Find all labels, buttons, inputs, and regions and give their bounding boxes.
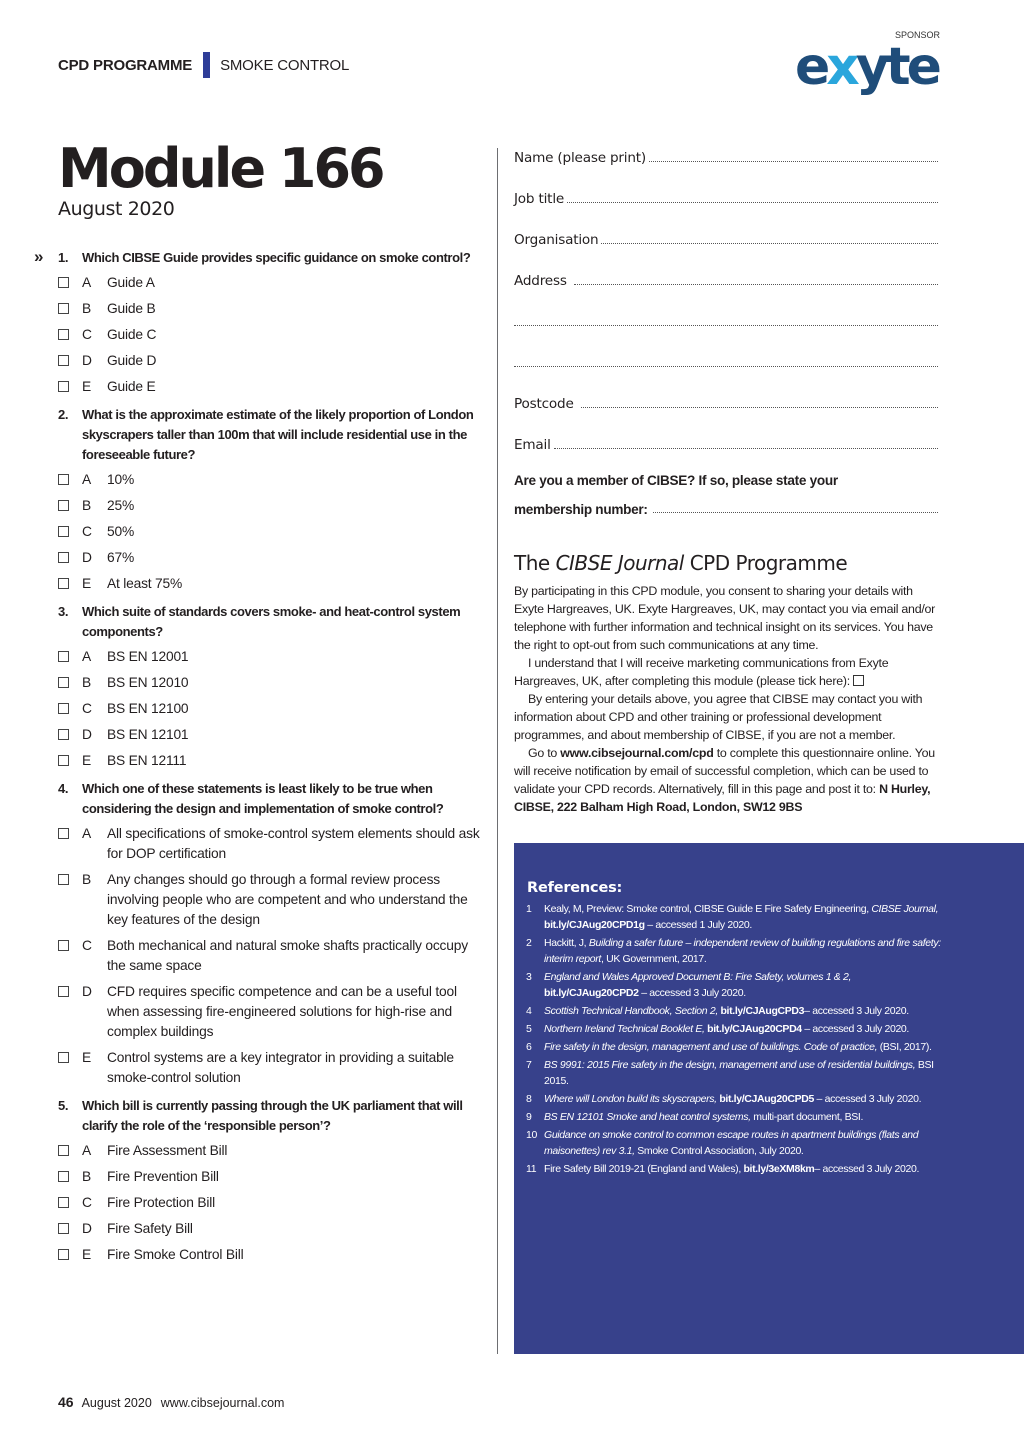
address-field[interactable] bbox=[514, 248, 938, 289]
answer-option[interactable] bbox=[58, 647, 482, 667]
postal-address: N Hurley, CIBSE, 222 Balham High Road, London, SW12 9BS bbox=[514, 782, 931, 814]
reference-text: Kealy, M, Preview: Smoke control, CIBSE Guide E Fire Safety Engineering, bbox=[544, 903, 872, 915]
reference-item bbox=[526, 1161, 946, 1177]
answer-checkbox[interactable] bbox=[58, 651, 69, 662]
reference-item bbox=[526, 901, 946, 933]
question-number: 2. bbox=[58, 407, 69, 422]
reference-text-end: – accessed 3 July 2020. bbox=[801, 1023, 909, 1035]
option-text: Both mechanical and natural smoke shafts practically occupy the same space bbox=[107, 938, 468, 973]
reference-text-end: multi-part document, BSI. bbox=[750, 1111, 864, 1123]
job-title-label: Job title bbox=[514, 191, 565, 207]
question-3 bbox=[58, 602, 482, 771]
option-letter: B bbox=[82, 301, 92, 316]
option-letter: D bbox=[82, 984, 92, 999]
cpd-website-link[interactable]: www.cibsejournal.com/cpd bbox=[560, 746, 714, 760]
reference-number: 4 bbox=[526, 1005, 532, 1017]
answer-options bbox=[58, 824, 482, 1088]
reference-number: 1 bbox=[526, 903, 532, 915]
option-letter: B bbox=[82, 1169, 92, 1184]
double-chevron-right-icon: » bbox=[34, 247, 44, 266]
option-text: CFD requires specific competence and can be a useful tool when assessing fire-engineered solutions for high-rise and complex buildings bbox=[107, 984, 457, 1039]
question-label: Which one of these statements is least likely to be true when considering the design and implementation of smoke control? bbox=[82, 781, 444, 816]
option-text: All specifications of smoke-control system elements should ask for DOP certification bbox=[107, 826, 480, 861]
contact-form bbox=[514, 148, 938, 517]
answer-options bbox=[58, 1141, 482, 1265]
reference-number: 5 bbox=[526, 1023, 532, 1035]
column-divider bbox=[497, 148, 498, 1354]
answer-checkbox[interactable] bbox=[58, 986, 69, 997]
sponsor-logo-text: exyte bbox=[795, 37, 938, 97]
answer-checkbox[interactable] bbox=[58, 729, 69, 740]
answer-option[interactable] bbox=[58, 377, 482, 397]
marketing-consent-checkbox[interactable] bbox=[853, 675, 864, 686]
answer-checkbox[interactable] bbox=[58, 1197, 69, 1208]
question-text bbox=[58, 1096, 482, 1136]
programme-label: CPD PROGRAMME bbox=[58, 56, 193, 74]
answer-option[interactable] bbox=[58, 725, 482, 745]
option-letter: A bbox=[82, 826, 92, 841]
references-heading: References: bbox=[527, 880, 623, 896]
answer-checkbox[interactable] bbox=[58, 940, 69, 951]
option-text: Any changes should go through a formal review process involving people who are competent and who understand the key features of the design bbox=[107, 872, 468, 927]
answer-option[interactable] bbox=[58, 548, 482, 568]
answer-options bbox=[58, 273, 482, 397]
option-text: Guide A bbox=[107, 275, 155, 290]
answer-option[interactable] bbox=[58, 1219, 482, 1239]
option-text: 50% bbox=[107, 524, 135, 539]
option-text: Fire Protection Bill bbox=[107, 1195, 215, 1210]
reference-item bbox=[526, 1091, 946, 1107]
answer-checkbox[interactable] bbox=[58, 474, 69, 485]
job-title-field[interactable] bbox=[514, 166, 938, 207]
programme-title-pre: The bbox=[514, 551, 556, 575]
reference-title: Fire safety in the design, management and use of buildings. Code of practice, bbox=[544, 1041, 878, 1053]
option-text: BS EN 12101 bbox=[107, 727, 189, 742]
reference-title: Scottish Technical Handbook, Section 2, bbox=[544, 1005, 718, 1017]
references-panel bbox=[514, 843, 1024, 1354]
membership-input-line[interactable] bbox=[653, 512, 938, 513]
address-input-line-3[interactable] bbox=[514, 365, 938, 367]
answer-option[interactable] bbox=[58, 673, 482, 693]
answer-option[interactable] bbox=[58, 1245, 482, 1265]
email-field[interactable] bbox=[514, 412, 938, 453]
reference-number: 7 bbox=[526, 1059, 532, 1071]
answer-checkbox[interactable] bbox=[58, 1223, 69, 1234]
postcode-field[interactable] bbox=[514, 371, 938, 412]
online-text-pre: Go to bbox=[528, 746, 561, 760]
option-letter: C bbox=[82, 1195, 92, 1210]
reference-text: Hackitt, J, bbox=[544, 937, 589, 949]
option-text: BS EN 12001 bbox=[107, 649, 189, 664]
reference-item bbox=[526, 935, 946, 967]
references-list bbox=[526, 901, 1004, 1177]
answer-options bbox=[58, 470, 482, 594]
option-text: 25% bbox=[107, 498, 135, 513]
answer-checkbox[interactable] bbox=[58, 755, 69, 766]
footer-website[interactable]: www.cibsejournal.com bbox=[160, 1396, 285, 1410]
reference-text-end: – accessed 3 July 2020. bbox=[813, 1093, 922, 1105]
reference-link[interactable]: bit.ly/3eXM8km bbox=[743, 1163, 815, 1175]
answer-checkbox[interactable] bbox=[58, 1145, 69, 1156]
reference-text-end: – accessed 1 July 2020. bbox=[644, 919, 752, 931]
reference-title: BS EN 12101 Smoke and heat control systems, bbox=[544, 1111, 751, 1123]
option-letter: D bbox=[82, 353, 92, 368]
option-letter: C bbox=[82, 327, 92, 342]
job-title-input-line[interactable] bbox=[567, 201, 938, 203]
reference-number: 3 bbox=[526, 971, 532, 983]
question-2 bbox=[58, 405, 482, 594]
programme-body bbox=[514, 582, 942, 816]
reference-text-end: – accessed 3 July 2020. bbox=[638, 987, 746, 999]
option-letter: A bbox=[82, 275, 92, 290]
name-label: Name (please print) bbox=[514, 150, 647, 166]
answer-checkbox[interactable] bbox=[58, 1052, 69, 1063]
email-label: Email bbox=[514, 437, 551, 453]
option-text: Fire Safety Bill bbox=[107, 1221, 193, 1236]
answer-checkbox[interactable] bbox=[58, 1171, 69, 1182]
option-text: BS EN 12100 bbox=[107, 701, 189, 716]
option-letter: E bbox=[82, 379, 92, 394]
option-text: Guide B bbox=[107, 301, 156, 316]
question-1 bbox=[34, 247, 482, 397]
topic-label: SMOKE CONTROL bbox=[220, 56, 350, 74]
reference-item bbox=[526, 1057, 946, 1089]
option-letter: B bbox=[82, 675, 92, 690]
option-letter: E bbox=[82, 753, 92, 768]
reference-title: England and Wales Approved Document B: Fire Safety, volumes 1 & 2, bbox=[544, 971, 852, 983]
question-number: 1. bbox=[58, 250, 69, 265]
name-input-line[interactable] bbox=[649, 160, 938, 162]
question-label: Which bill is currently passing through the UK parliament that will clarify the role of the ‘responsible person’? bbox=[82, 1098, 463, 1133]
questions-column bbox=[34, 247, 482, 1273]
option-text: Guide E bbox=[107, 379, 156, 394]
answer-option[interactable] bbox=[58, 1141, 482, 1161]
answer-option[interactable] bbox=[58, 824, 482, 864]
question-text bbox=[58, 405, 482, 465]
option-text: Fire Prevention Bill bbox=[107, 1169, 219, 1184]
name-field[interactable] bbox=[514, 148, 938, 166]
header-accent-bar bbox=[203, 52, 210, 78]
answer-option[interactable] bbox=[58, 574, 482, 594]
module-title: Module 166 bbox=[58, 137, 383, 200]
option-text: 10% bbox=[107, 472, 135, 487]
section-header bbox=[58, 52, 349, 78]
answer-checkbox[interactable] bbox=[58, 329, 69, 340]
address-line-2[interactable] bbox=[514, 289, 938, 330]
answer-checkbox[interactable] bbox=[58, 578, 69, 589]
address-label: Address bbox=[514, 273, 567, 289]
footer-date: August 2020 bbox=[81, 1396, 152, 1410]
option-letter: B bbox=[82, 872, 92, 887]
address-input-line-1[interactable] bbox=[574, 283, 938, 285]
answer-checkbox[interactable] bbox=[58, 303, 69, 314]
option-text: Fire Assessment Bill bbox=[107, 1143, 228, 1158]
option-text: Fire Smoke Control Bill bbox=[107, 1247, 244, 1262]
answer-option[interactable] bbox=[58, 1193, 482, 1213]
marketing-text: I understand that I will receive marketing communications from Exyte Hargreaves, UK, after completing this module (please tick here): bbox=[514, 656, 889, 688]
reference-link[interactable]: bit.ly/CJAug20CPD5 bbox=[716, 1093, 814, 1105]
reference-link[interactable]: bit.ly/CJAug20CPD1g bbox=[544, 919, 645, 931]
answer-option[interactable] bbox=[58, 982, 482, 1042]
reference-link[interactable]: bit.ly/CJAugCPD3 bbox=[717, 1005, 805, 1017]
reference-title: CIBSE Journal, bbox=[871, 903, 939, 915]
answer-option[interactable] bbox=[58, 351, 482, 371]
option-letter: E bbox=[82, 576, 92, 591]
membership-question: Are you a member of CIBSE? If so, please state your bbox=[514, 473, 838, 488]
answer-options bbox=[58, 647, 482, 771]
reference-text-end: – accessed 3 July 2020. bbox=[814, 1163, 920, 1175]
programme-title-italic: CIBSE Journal bbox=[555, 551, 684, 575]
answer-checkbox[interactable] bbox=[58, 552, 69, 563]
question-number: 3. bbox=[58, 604, 69, 619]
option-text: Control systems are a key integrator in providing a suitable smoke-control solution bbox=[107, 1050, 454, 1085]
reference-text-end: , UK Government, 2017. bbox=[600, 953, 707, 965]
organisation-input-line[interactable] bbox=[601, 242, 938, 244]
question-label: What is the approximate estimate of the likely proportion of London skyscrapers taller than 100m that will include residential use in the foreseeable future? bbox=[82, 407, 474, 462]
membership-label: membership number: bbox=[514, 502, 648, 517]
answer-option[interactable] bbox=[58, 699, 482, 719]
online-paragraph bbox=[514, 744, 942, 816]
reference-link[interactable]: bit.ly/CJAug20CPD2 bbox=[544, 987, 639, 999]
question-4 bbox=[58, 779, 482, 1088]
answer-option[interactable] bbox=[58, 273, 482, 293]
option-text: BS EN 12010 bbox=[107, 675, 189, 690]
option-text: 67% bbox=[107, 550, 135, 565]
question-label: Which suite of standards covers smoke- and heat-control system components? bbox=[82, 604, 461, 639]
question-5 bbox=[58, 1096, 482, 1265]
page-footer bbox=[58, 1394, 284, 1410]
question-text bbox=[34, 247, 482, 268]
option-letter: A bbox=[82, 472, 92, 487]
page-number: 46 bbox=[58, 1394, 74, 1410]
reference-item bbox=[526, 1109, 946, 1125]
option-text: Guide C bbox=[107, 327, 157, 342]
question-text bbox=[58, 779, 482, 819]
option-letter: B bbox=[82, 498, 92, 513]
programme-title bbox=[514, 550, 942, 576]
answer-checkbox[interactable] bbox=[58, 381, 69, 392]
question-number: 5. bbox=[58, 1098, 69, 1113]
answer-option[interactable] bbox=[58, 522, 482, 542]
reference-title: Building a safer future – independent review of building regulations and fire safety: interim report bbox=[544, 937, 941, 965]
reference-text-end: (BSI, 2017). bbox=[877, 1041, 932, 1053]
reference-item bbox=[526, 1127, 946, 1159]
answer-option[interactable] bbox=[58, 299, 482, 319]
answer-checkbox[interactable] bbox=[58, 277, 69, 288]
online-text-post: to complete this questionnaire online. You will receive notification by email of successful completion, which can be used to validate your CPD records. Alternatively, fill in this page and post it to: bbox=[514, 746, 935, 796]
answer-option[interactable] bbox=[58, 496, 482, 516]
reference-text-end: Smoke Control Association, July 2020. bbox=[634, 1145, 804, 1157]
reference-number: 2 bbox=[526, 937, 532, 949]
answer-checkbox[interactable] bbox=[58, 500, 69, 511]
option-letter: D bbox=[82, 1221, 92, 1236]
option-letter: E bbox=[82, 1247, 92, 1262]
answer-option[interactable] bbox=[58, 751, 482, 771]
option-letter: D bbox=[82, 727, 92, 742]
answer-option[interactable] bbox=[58, 936, 482, 976]
question-label: Which CIBSE Guide provides specific guidance on smoke control? bbox=[82, 250, 471, 265]
reference-title: Where will London build its skyscrapers, bbox=[544, 1093, 717, 1105]
answer-option[interactable] bbox=[58, 470, 482, 490]
answer-checkbox[interactable] bbox=[58, 677, 69, 688]
reference-text-end: – accessed 3 July 2020. bbox=[804, 1005, 909, 1017]
option-letter: D bbox=[82, 550, 92, 565]
reference-item bbox=[526, 1021, 946, 1037]
postcode-input-line[interactable] bbox=[581, 406, 938, 408]
option-letter: E bbox=[82, 1050, 92, 1065]
marketing-paragraph bbox=[514, 654, 942, 690]
membership-field[interactable] bbox=[514, 502, 938, 517]
option-letter: A bbox=[82, 1143, 92, 1158]
reference-item bbox=[526, 969, 946, 1001]
address-input-line-2[interactable] bbox=[514, 324, 938, 326]
email-input-line[interactable] bbox=[554, 447, 938, 449]
answer-checkbox[interactable] bbox=[58, 828, 69, 839]
answer-option[interactable] bbox=[58, 870, 482, 930]
reference-number: 8 bbox=[526, 1093, 532, 1105]
reference-item bbox=[526, 1039, 946, 1055]
postcode-label: Postcode bbox=[514, 396, 574, 412]
reference-number: 11 bbox=[526, 1163, 537, 1175]
answer-option[interactable] bbox=[58, 1048, 482, 1088]
exyte-logo-icon bbox=[795, 36, 945, 106]
module-date: August 2020 bbox=[58, 198, 175, 220]
option-text: BS EN 12111 bbox=[107, 753, 187, 768]
option-letter: C bbox=[82, 524, 92, 539]
option-text: Guide D bbox=[107, 353, 157, 368]
reference-link[interactable]: bit.ly/CJAug20CPD4 bbox=[704, 1023, 802, 1035]
option-letter: C bbox=[82, 938, 92, 953]
programme-title-post: CPD Programme bbox=[683, 551, 848, 575]
address-line-3[interactable] bbox=[514, 330, 938, 371]
question-number: 4. bbox=[58, 781, 69, 796]
option-letter: C bbox=[82, 701, 92, 716]
question-text bbox=[58, 602, 482, 642]
reference-number: 10 bbox=[526, 1129, 537, 1141]
organisation-field[interactable] bbox=[514, 207, 938, 248]
answer-checkbox[interactable] bbox=[58, 703, 69, 714]
consent-paragraph: By participating in this CPD module, you consent to sharing your details with Exyte Hargreaves, UK. Exyte Hargreaves, UK, may contact you via email and/or telephone with further information and technical insight on its services. You have the right to opt-out from such communications at any time. bbox=[514, 584, 936, 652]
answer-option[interactable] bbox=[58, 1167, 482, 1187]
reference-item bbox=[526, 1003, 946, 1019]
answer-checkbox[interactable] bbox=[58, 355, 69, 366]
reference-title: Northern Ireland Technical Booklet E, bbox=[544, 1023, 705, 1035]
answer-checkbox[interactable] bbox=[58, 526, 69, 537]
reference-title: Guidance on smoke control to common escape routes in apartment buildings (flats and maisonettes) rev 3.1, bbox=[544, 1129, 919, 1157]
sponsor-label: SPONSOR bbox=[895, 30, 941, 40]
option-text: At least 75% bbox=[107, 576, 183, 591]
reference-text-end: BSI 2015. bbox=[544, 1059, 934, 1087]
option-letter: A bbox=[82, 649, 92, 664]
organisation-label: Organisation bbox=[514, 232, 599, 248]
reference-number: 6 bbox=[526, 1041, 532, 1053]
answer-checkbox[interactable] bbox=[58, 1249, 69, 1260]
reference-text: Fire Safety Bill 2019-21 (England and Wales), bbox=[544, 1163, 744, 1175]
answer-option[interactable] bbox=[58, 325, 482, 345]
reference-number: 9 bbox=[526, 1111, 532, 1123]
answer-checkbox[interactable] bbox=[58, 874, 69, 885]
cibse-contact-paragraph: By entering your details above, you agree that CIBSE may contact you with information about CPD and other training or professional development programmes, and about membership of CIBSE, if you are not a member. bbox=[514, 692, 923, 742]
programme-section bbox=[514, 550, 942, 816]
reference-title: BS 9991: 2015 Fire safety in the design, management and use of residential buildings, bbox=[544, 1059, 916, 1071]
